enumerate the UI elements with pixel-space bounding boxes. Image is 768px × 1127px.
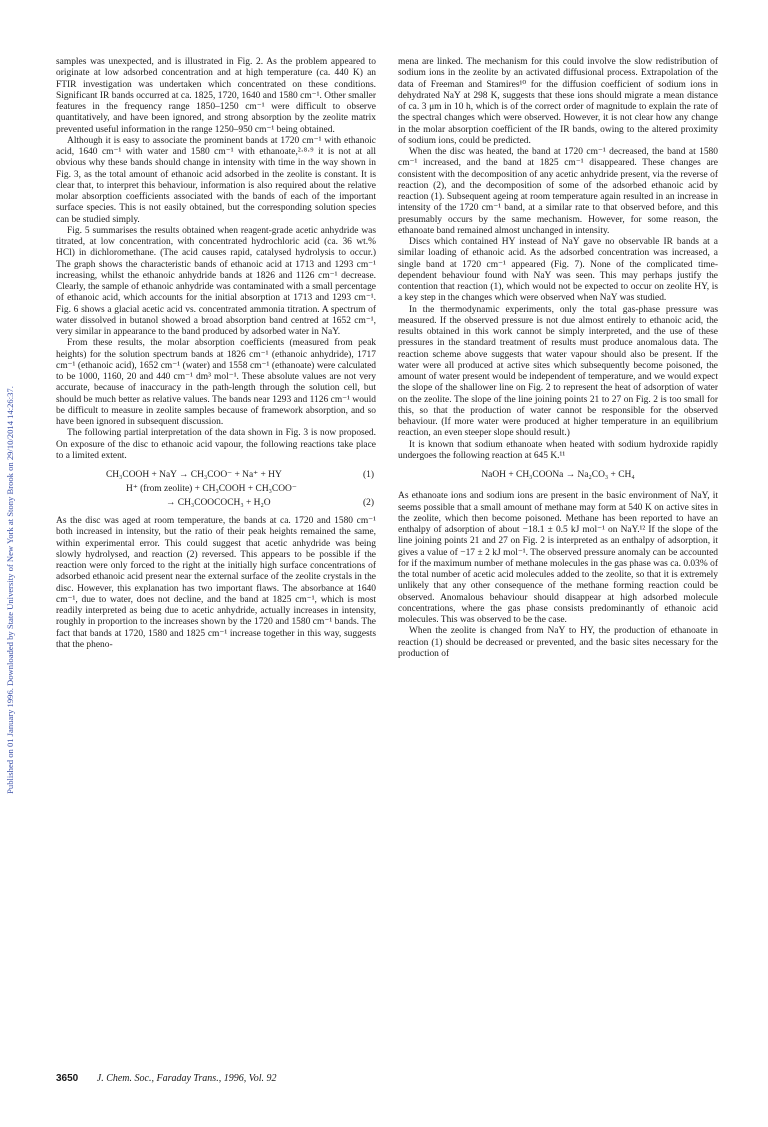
journal-citation: J. Chem. Soc., Faraday Trans., 1996, Vol. 92 [96, 1073, 277, 1084]
right-column [398, 57, 718, 660]
download-watermark [4, 160, 16, 1020]
equation-methane: NaOH + CH₃COONa → Na₂CO₃ + CH₄ [481, 470, 635, 480]
paragraph: samples was unexpected, and is illustrated in Fig. 2. As the problem appeared to originate at low adsorbed concentration and at high temperature (ca. 440 K) an FTIR investigation was undertaken which concentrated on these conditions. Significant IR bands occurred at ca. 1825, 1720, 1640 and 1580 cm⁻¹. Other smaller features in the frequency range 1850–1250 cm⁻¹ were difficult to observe quantitatively, and have been ignored, and strong absorption by the zeolite matrix prevented useful information in the range 1250–950 cm⁻¹ being obtained. [56, 57, 376, 135]
paragraph: It is known that sodium ethanoate when heated with sodium hydroxide rapidly undergoes the following reaction at 645 K.¹¹ [398, 439, 718, 461]
paragraph: When the disc was heated, the band at 1720 cm⁻¹ decreased, the band at 1580 cm⁻¹ increased, and the band at 1825 cm⁻¹ disappeared. These changes are consistent with the decomposition of any acetic anhydride present, via the reverse of reaction (2), and the decomposition of some of the adsorbed ethanoic acid by reaction (1). Subsequent ageing at room temperature again resulted in an increase in intensity of the 1720 cm⁻¹ band, at a similar rate to that observed before, and this presumably occurs by the same mechanism. However, for some reason, the ethanoate band remained almost unchanged in intensity. [398, 147, 718, 236]
equation-1 [56, 468, 376, 482]
paragraph: mena are linked. The mechanism for this could involve the slow redistribution of sodium ions in the zeolite by an activated diffusional process. Extrapolation of the data of Freeman and Stamires¹⁰ for the diffusion coefficient of sodium ions in dehydrated NaY at 298 K, suggests that these ions should migrate a mean distance of ca. 3 μm in 10 h, which is of the correct order of magnitude to explain the rate of the spectral changes which were observed. However, it is not clear how any change in the molar absorption coefficient of the IR bands, owing to the altered proximity of sodium ions, could be predicted. [398, 57, 718, 146]
equation-expression: CH₃COOH + NaY → CH₃COO⁻ + Na⁺ + HY [106, 470, 282, 480]
paragraph: From these results, the molar absorption coefficients (measured from peak heights) for the solution spectrum bands at 1826 cm⁻¹ (ethanoic anhydride), 1717 cm⁻¹ (ethanoic acid), 1652 cm⁻¹ (water) and 1558 cm⁻¹ (ethanoate) were calculated to be 1000, 1160, 20 and 440 cm⁻¹ dm³ mol⁻¹. These absolute values are not very accurate, because of inaccuracy in the path-length through the solution cell, but should be much better as relative values. The bands near 1293 and 1126 cm⁻¹ would be difficult to measure in zeolite samples because of framework absorption, and so have been ignored in subsequent discussion. [56, 338, 376, 427]
paragraph: As the disc was aged at room temperature, the bands at ca. 1720 and 1580 cm⁻¹ both increased in intensity, but the ratio of their peak heights remained the same, within experimental error. This could suggest that acetic anhydride was being slowly hydrolysed, and reaction (2) reversed. This appears to be possible if the reaction were only forced to the right at the initially high surface concentrations of adsorbed ethanoic acid present near the external surface of the zeolite crystals in the disc. However, this explanation has two important flaws. The absorbance at 1640 cm⁻¹, due to water, does not decline, and the band at 1825 cm⁻¹, which is most readily interpreted as being due to acetic anhydride, actually increases in intensity, roughly in proportion to the increases shown by the 1720 and 1580 cm⁻¹ bands. The fact that bands at 1720, 1580 and 1825 cm⁻¹ increase together in this way, suggests that the pheno- [56, 516, 376, 650]
paragraph: Discs which contained HY instead of NaY gave no observable IR bands at a similar loading of ethanoic acid. As the adsorbed concentration was increased, a single band at 1720 cm⁻¹ appeared (Fig. 7). None of the complicated time-dependent behaviour found with NaY was seen. This may perhaps justify the contention that reaction (1), which would not be expected to occur on zeolite HY, is a key step in the changes which were observed when NaY was studied. [398, 237, 718, 304]
equation-number: (2) [362, 498, 374, 508]
paragraph: The following partial interpretation of the data shown in Fig. 3 is now proposed. On exposure of the disc to ethanoic acid vapour, the following reactions take place to a limited extent. [56, 428, 376, 461]
equation-2b [56, 496, 376, 510]
paragraph: Although it is easy to associate the prominent bands at 1720 cm⁻¹ with ethanoic acid, 1640 cm⁻¹ with water and 1580 cm⁻¹ with ethanoate,²·⁸·⁹ it is not at all obvious why these bands should change in intensity with time in the way shown in Fig. 3, as the total amount of ethanoic acid adsorbed in the zeolite is constant. It is clear that, to interpret this behaviour, information is also required about the relative molar absorption coefficients associated with the bands of each of the important surface species. This is not easily obtained, but the corresponding solution species can be studied simply. [56, 135, 376, 225]
equation-number: (1) [362, 470, 374, 480]
equation-expression: H⁺ (from zeolite) + CH₃COOH + CH₃COO⁻ [126, 484, 297, 494]
page-number: 3650 [56, 1073, 79, 1084]
paragraph: Fig. 5 summarises the results obtained when reagent-grade acetic anhydride was titrated, at low concentration, with concentrated hydrochloric acid (ca. 36 wt.% HCl) in dichloromethane. (The acid causes rapid, catalysed hydrolysis to occur.) The graph shows the characteristic bands of ethanoic acid at 1713 and 1293 cm⁻¹ increasing, whilst the ethanoic anhydride bands at 1826 and 1126 cm⁻¹ decrease. Clearly, the sample of ethanoic anhydride was contaminated with a small percentage of ethanoic acid, which accounts for the initial absorption at 1713 and 1293 cm⁻¹. Fig. 6 shows a glacial acetic acid vs. concentrated ammonia titration. A spectrum of water dissolved in butanol showed a broad absorption band centred at 1652 cm⁻¹, very similar in appearance to the band produced by adsorbed water in NaY. [56, 225, 376, 337]
equation-expression: → CH₃COOCOCH₃ + H₂O [166, 498, 271, 508]
page-footer [56, 1073, 276, 1084]
left-column [56, 57, 376, 651]
download-notice: Published on 01 January 1996. Downloaded by State University of New York at Stony Brook on 29/10/2014 14:26:37. [5, 386, 15, 794]
equation-2a [56, 482, 376, 496]
paragraph: As ethanoate ions and sodium ions are present in the basic environment of NaY, it seems possible that a small amount of methane may form at 540 K on active sites in the zeolite, which then become poisoned. Methane has been reported to have an enthalpy of adsorption of about −18.1 ± 0.5 kJ mol⁻¹ on NaY.¹² If the slope of the line joining points 21 and 27 on Fig. 2 is interpreted as an enthalpy of adsorption, it gives a value of −17 ± 2 kJ mol⁻¹. The observed pressure anomaly can be accounted for if the maximum number of methane molecules in the gas phase was ca. 0.03% of the total number of acetic acid molecules added to the zeolite, so that it is extremely unlikely that any other consequence of the methane forming reaction could be observed. Anomalous behaviour should disappear at high adsorbed molecule concentrations, where the gas phase consists predominantly of ethanoic acid molecules. This was observed to be the case. [398, 491, 718, 625]
paragraph: When the zeolite is changed from NaY to HY, the production of ethanoate in reaction (1) should be decreased or prevented, and the basic sites necessary for the production of [398, 626, 718, 659]
reaction-equations [56, 468, 376, 510]
paragraph: In the thermodynamic experiments, only the total gas-phase pressure was measured. If the observed pressure is not due almost entirely to ethanoic acid, the results obtained in this work cannot be simply interpreted, and the use of these pressures in the standard treatment of results must produce anomalous data. The reaction scheme above suggests that water vapour should also be present. If the water were all produced at active sites which subsequently become poisoned, the amount of water present would be independent of temperature, and we would expect the slope of the shallower line on Fig. 2 to represent the heat of adsorption of water on the zeolite. The slope of the line joining points 21 to 27 on Fig. 2 is too small for this, so that the production of water cannot be responsible for the observed behaviour. (If more water were produced at higher temperature in an equilibrium reaction, an even steeper slope should result.) [398, 304, 718, 439]
